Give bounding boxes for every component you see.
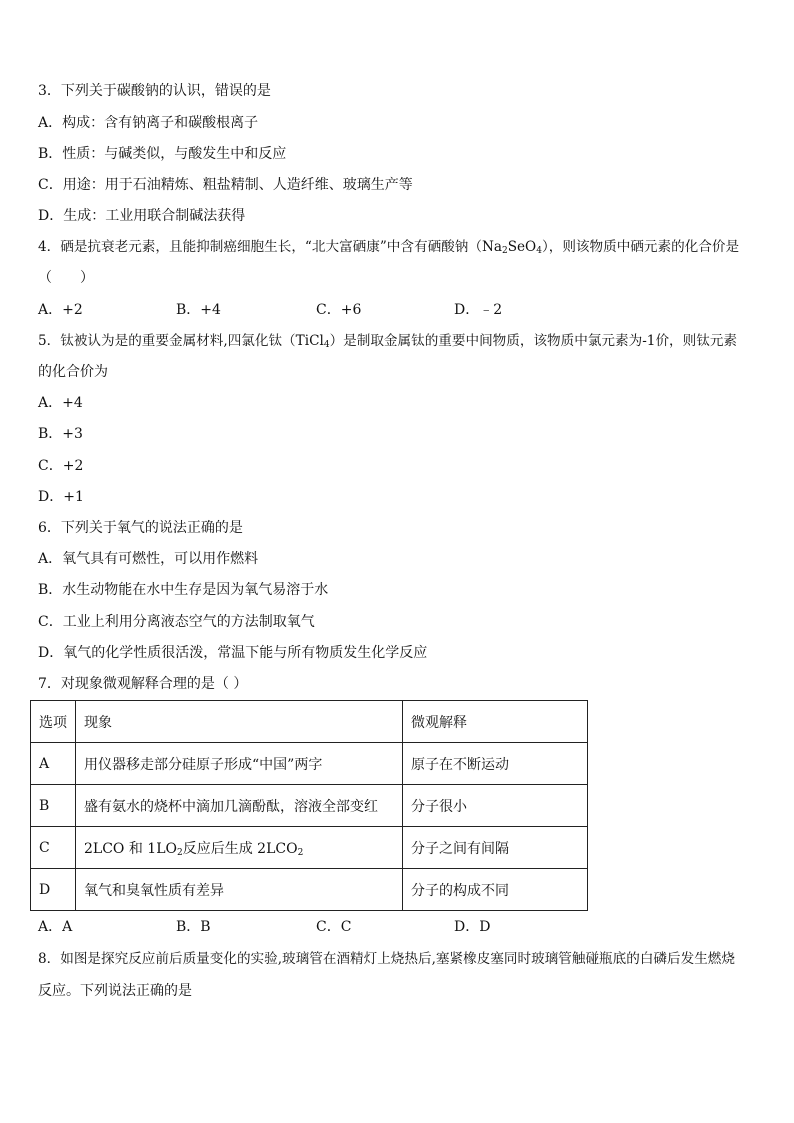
table-cell: 分子很小 (403, 785, 588, 827)
q8-stem-line2: 反应。下列说法正确的是 (38, 983, 192, 999)
q7-option-d: D．D (454, 919, 491, 935)
q6-stem: 6．下列关于氧气的说法正确的是 (38, 520, 243, 536)
table-row (31, 869, 588, 911)
table-cell: 盛有氨水的烧杯中滴加几滴酚酞，溶液全部变红 (76, 785, 403, 827)
table-cell: 分子之间有间隔 (403, 827, 588, 869)
table-cell: B (31, 785, 76, 827)
table-cell: C (31, 827, 76, 869)
q5-stem-line2: 的化合价为 (38, 364, 108, 380)
q3-option-a: A．构成：含有钠离子和碳酸根离子 (38, 115, 259, 131)
q4-option-a: A．+2 (38, 302, 83, 318)
table-cell: 分子的构成不同 (403, 869, 588, 911)
table-header-cell: 现象 (76, 701, 403, 743)
q4-stem: 4．硒是抗衰老元素，且能抑制癌细胞生长，“北大富硒康”中含有硒酸钠$(Na_2SeO_4)$，则该物质中硒元素的化合价是 (38, 239, 740, 256)
q6-option-c: C．工业上利用分离液态空气的方法制取氧气 (38, 614, 315, 630)
table-row (31, 827, 588, 869)
q4-option-d: D．﹣2 (454, 302, 503, 318)
table-row (31, 743, 588, 785)
q4-options (38, 300, 598, 320)
table-cell: 原子在不断运动 (403, 743, 588, 785)
q4-option-b: B．+4 (176, 302, 221, 318)
q6-option-d: D．氧气的化学性质很活泼，常温下能与所有物质发生化学反应 (38, 645, 428, 661)
q7-options (38, 917, 598, 937)
table-header-row (31, 701, 588, 743)
q3-stem: 3．下列关于碳酸钠的认识，错误的是 (38, 83, 271, 99)
q5-option-c: C．+2 (38, 458, 84, 474)
q7-table (30, 700, 588, 911)
q6-option-b: B．水生动物能在水中生存是因为氧气易溶于水 (38, 582, 329, 598)
q3-option-b: B．性质：与碱类似，与酸发生中和反应 (38, 146, 287, 162)
table-cell: A (31, 743, 76, 785)
table-cell: 用仪器移走部分硅原子形成“中国”两字 (76, 743, 403, 785)
q8-stem: 8．如图是探究反应前后质量变化的实验,玻璃管在酒精灯上烧热后,塞紧橡皮塞同时玻璃管触碰瓶底的白磷后发生燃烧 (38, 951, 735, 967)
table-cell: 2LCO 和 $1LO_2$反应后生成 $2LCO_2$ (76, 827, 403, 869)
table-row (31, 785, 588, 827)
q4-option-c: C．+6 (316, 302, 362, 318)
q7-stem: 7．对现象微观解释合理的是（ ） (38, 676, 248, 692)
q3-option-c: C．用途：用于石油精炼、粗盐精制、人造纤维、玻璃生产等 (38, 177, 413, 193)
q7-option-b: B．B (176, 919, 211, 935)
q5-option-d: D．+1 (38, 489, 84, 505)
table-cell: D (31, 869, 76, 911)
q7-option-a: A．A (38, 919, 73, 935)
q5-stem: 5．钛被认为是的重要金属材料,四氯化钛（TiCl$_4$）是制取金属钛的重要中间物质，该物质中氯元素为-1价，则钛元素 (38, 333, 738, 350)
table-header-cell: 选项 (31, 701, 76, 743)
table-cell: 氧气和臭氧性质有差异 (76, 869, 403, 911)
q5-option-b: B．+3 (38, 426, 83, 442)
table-header-cell: 微观解释 (403, 701, 588, 743)
q6-option-a: A．氧气具有可燃性，可以用作燃料 (38, 551, 259, 567)
q7-option-c: C．C (316, 919, 352, 935)
q5-option-a: A．+4 (38, 395, 83, 411)
q4-stem-blank: （ ） (38, 270, 94, 286)
q3-option-d: D．生成：工业用联合制碱法获得 (38, 208, 246, 224)
